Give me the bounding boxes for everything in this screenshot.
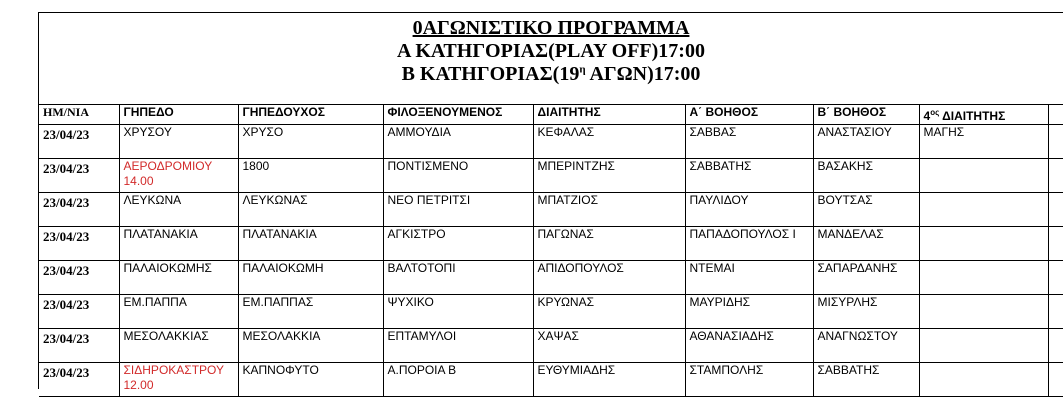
- header-category-b-sup: η: [579, 63, 586, 76]
- cell-extra: [1048, 363, 1063, 397]
- cell-date: [39, 159, 119, 193]
- cell-venue-text: ΣΙΔΗΡΟΚΑΣΤΡΟΥ: [123, 363, 224, 377]
- cell-extra: [1048, 329, 1063, 363]
- cell-fourth-text: ΜΑΓΗΣ: [923, 125, 965, 139]
- cell-assistant1-text: ΑΘΑΝΑΣΙΑΔΗΣ: [689, 329, 774, 343]
- cell-date-text: 23/04/23: [43, 195, 90, 210]
- cell-venue: [119, 159, 238, 193]
- cell-home-text: ΚΑΠΝΟΦΥΤΟ: [242, 363, 319, 377]
- cell-fourth: [919, 193, 1048, 227]
- cell-assistant1-text: ΠΑΥΛΙΔΟΥ: [689, 193, 749, 207]
- cell-venue: [119, 329, 238, 363]
- cell-home: [238, 363, 383, 397]
- col-header-away: ΦΙΛΟΞΕΝΟΥΜΕΝΟΣ: [383, 105, 533, 125]
- cell-assistant1-text: ΣΑΒΒΑΣ: [689, 125, 737, 139]
- cell-referee-text: ΕΥΘΥΜΙΑΔΗΣ: [537, 363, 616, 377]
- cell-assistant2: [813, 261, 919, 295]
- cell-venue-time: 12.00: [123, 378, 154, 392]
- cell-venue: [119, 261, 238, 295]
- cell-referee: [533, 329, 685, 363]
- cell-date-text: 23/04/23: [43, 365, 90, 380]
- cell-assistant2: [813, 363, 919, 397]
- cell-venue-text: ΛΕΥΚΩΝΑ: [123, 193, 182, 207]
- cell-referee-text: ΚΡΥΩΝΑΣ: [537, 295, 594, 309]
- cell-fourth: [919, 295, 1048, 329]
- cell-home-text: 1800: [242, 159, 270, 173]
- cell-home: [238, 261, 383, 295]
- col-header-date: ΗΜ/ΝΙΑ: [39, 105, 119, 125]
- cell-assistant1-text: ΜΑΥΡΙΔΗΣ: [689, 295, 751, 309]
- col-header-fourth: [919, 105, 1048, 125]
- cell-venue: [119, 227, 238, 261]
- cell-home-text: ΜΕΣΟΛΑΚΚΙΑ: [242, 329, 321, 343]
- col-header-referee: ΔΙΑΙΤΗΤΗΣ: [533, 105, 685, 125]
- cell-assistant1: [685, 295, 813, 329]
- cell-referee: [533, 227, 685, 261]
- cell-extra: [1048, 159, 1063, 193]
- cell-venue-text: ΧΡΥΣΟΥ: [123, 125, 172, 139]
- cell-assistant2-text: ΑΝΑΣΤΑΣΙΟΥ: [817, 125, 892, 139]
- cell-assistant1-text: ΣΤΑΜΠΟΛΗΣ: [689, 363, 764, 377]
- cell-assistant1: [685, 261, 813, 295]
- cell-home: [238, 125, 383, 159]
- document-header: [39, 13, 1063, 105]
- cell-fourth: [919, 363, 1048, 397]
- cell-date-text: 23/04/23: [43, 229, 90, 244]
- cell-assistant2-text: ΑΝΑΓΝΩΣΤΟΥ: [817, 329, 898, 343]
- schedule-document: [38, 12, 1063, 392]
- cell-away-text: ΝΕΟ ΠΕΤΡΙΤΣΙ: [387, 193, 471, 207]
- cell-fourth: [919, 329, 1048, 363]
- cell-venue-text: ΠΛΑΤΑΝΑΚΙΑ: [123, 227, 198, 241]
- cell-date-text: 23/04/23: [43, 263, 90, 278]
- cell-home-text: ΛΕΥΚΩΝΑΣ: [242, 193, 308, 207]
- cell-assistant1: [685, 193, 813, 227]
- cell-referee: [533, 295, 685, 329]
- cell-venue: [119, 363, 238, 397]
- cell-assistant1: [685, 159, 813, 193]
- cell-assistant2-text: ΒΟΥΤΣΑΣ: [817, 193, 873, 207]
- cell-venue-text: ΜΕΣΟΛΑΚΚΙΑΣ: [123, 329, 209, 343]
- table-row: [39, 227, 1063, 261]
- cell-extra: [1048, 295, 1063, 329]
- cell-extra: [1048, 227, 1063, 261]
- cell-away: [383, 363, 533, 397]
- cell-date: [39, 261, 119, 295]
- cell-home-text: ΠΑΛΑΙΟΚΩΜΗ: [242, 261, 324, 275]
- cell-assistant1-text: ΠΑΠΑΔΟΠΟΥΛΟΣ Ι: [689, 227, 796, 241]
- cell-away-text: ΑΓΚΙΣΤΡΟ: [387, 227, 446, 241]
- cell-home: [238, 193, 383, 227]
- cell-referee-text: ΜΠΕΡΙΝΤΖΗΣ: [537, 159, 615, 173]
- cell-referee-text: ΚΕΦΑΛΑΣ: [537, 125, 595, 139]
- cell-assistant1-text: ΣΑΒΒΑΤΗΣ: [689, 159, 752, 173]
- cell-home-text: ΠΛΑΤΑΝΑΚΙΑ: [242, 227, 317, 241]
- cell-referee: [533, 363, 685, 397]
- cell-date: [39, 125, 119, 159]
- cell-assistant2: [813, 227, 919, 261]
- cell-away-text: ΕΠΤΑΜΥΛΟΙ: [387, 329, 457, 343]
- col-header-fourth-post: ΔΙΑΙΤΗΤΗΣ: [939, 109, 1006, 123]
- col-header-fourth-pre: 4: [923, 109, 931, 123]
- cell-assistant2: [813, 193, 919, 227]
- col-header-home: ΓΗΠΕΔΟΥΧΟΣ: [238, 105, 383, 125]
- cell-away: [383, 159, 533, 193]
- cell-assistant1: [685, 227, 813, 261]
- cell-date-text: 23/04/23: [43, 127, 90, 142]
- table-header-row: [39, 105, 1063, 125]
- table-row: [39, 329, 1063, 363]
- cell-away: [383, 193, 533, 227]
- cell-away: [383, 261, 533, 295]
- cell-venue: [119, 193, 238, 227]
- cell-home: [238, 227, 383, 261]
- col-header-assistant2: Β΄ ΒΟΗΘΟΣ: [813, 105, 919, 125]
- table-row: [39, 363, 1063, 397]
- table-row: [39, 261, 1063, 295]
- cell-venue: [119, 295, 238, 329]
- header-category-a: Α ΚΑΤΗΓΟΡΙΑΣ(PLAY OFF)17:00: [397, 40, 705, 62]
- cell-assistant1: [685, 329, 813, 363]
- cell-venue-time: 14.00: [123, 174, 154, 188]
- cell-away-text: ΠΟΝΤΙΣΜΕΝΟ: [387, 159, 469, 173]
- cell-assistant1: [685, 363, 813, 397]
- cell-assistant2-text: ΜΑΝΔΕΛΑΣ: [817, 227, 884, 241]
- cell-venue-text: ΠΑΛΑΙΟΚΩΜΗΣ: [123, 261, 212, 275]
- cell-fourth: [919, 261, 1048, 295]
- cell-venue: [119, 125, 238, 159]
- cell-assistant2: [813, 159, 919, 193]
- cell-away-text: ΑΜΜΟΥΔΙΑ: [387, 125, 451, 139]
- cell-fourth: [919, 125, 1048, 159]
- cell-away-text: Α.ΠΟΡΟΙΑ Β: [387, 363, 457, 377]
- header-title: 0ΑΓΩΝΙΣΤΙΚΟ ΠΡΟΓΡΑΜΜΑ: [412, 17, 690, 39]
- cell-extra: [1048, 125, 1063, 159]
- cell-away-text: ΒΑΛΤΟΤΟΠΙ: [387, 261, 456, 275]
- cell-date: [39, 295, 119, 329]
- cell-date: [39, 363, 119, 397]
- cell-home: [238, 159, 383, 193]
- cell-referee: [533, 125, 685, 159]
- cell-home-text: ΧΡΥΣΟ: [242, 125, 284, 139]
- col-header-assistant1: Α΄ ΒΟΗΘΟΣ: [685, 105, 813, 125]
- cell-referee-text: ΠΑΓΩΝΑΣ: [537, 227, 594, 241]
- cell-assistant2: [813, 125, 919, 159]
- schedule-table: [39, 105, 1063, 397]
- cell-assistant1-text: ΝΤΕΜΑΙ: [689, 261, 735, 275]
- table-row: [39, 295, 1063, 329]
- cell-assistant1: [685, 125, 813, 159]
- cell-date: [39, 193, 119, 227]
- cell-assistant2-text: ΣΑΠΑΡΔΑΝΗΣ: [817, 261, 898, 275]
- cell-date-text: 23/04/23: [43, 331, 90, 346]
- cell-home-text: ΕΜ.ΠΑΠΠΑΣ: [242, 295, 314, 309]
- cell-assistant2-text: ΣΑΒΒΑΤΗΣ: [817, 363, 880, 377]
- header-category-b-post: ΑΓΩΝ)17:00: [585, 63, 701, 85]
- cell-away: [383, 295, 533, 329]
- cell-referee-text: ΑΠΙΔΟΠΟΥΛΟΣ: [537, 261, 624, 275]
- col-header-venue: ΓΗΠΕΔΟ: [119, 105, 238, 125]
- cell-referee: [533, 261, 685, 295]
- cell-date-text: 23/04/23: [43, 297, 90, 312]
- cell-assistant2-text: ΜΙΣΥΡΛΗΣ: [817, 295, 878, 309]
- cell-fourth: [919, 159, 1048, 193]
- cell-venue-text: ΕΜ.ΠΑΠΠΑ: [123, 295, 187, 309]
- cell-home: [238, 329, 383, 363]
- col-header-fourth-sup: ος: [930, 108, 940, 117]
- cell-home: [238, 295, 383, 329]
- table-row: [39, 159, 1063, 193]
- cell-venue-text: ΑΕΡΟΔΡΟΜΙΟΥ: [123, 159, 213, 173]
- cell-date: [39, 227, 119, 261]
- cell-assistant2: [813, 295, 919, 329]
- header-category-b: [39, 63, 1063, 86]
- cell-referee-text: ΜΠΑΤΖΙΟΣ: [537, 193, 599, 207]
- cell-referee: [533, 193, 685, 227]
- cell-assistant2-text: ΒΑΣΑΚΗΣ: [817, 159, 874, 173]
- cell-away: [383, 329, 533, 363]
- cell-away: [383, 227, 533, 261]
- cell-referee: [533, 159, 685, 193]
- cell-assistant2: [813, 329, 919, 363]
- cell-extra: [1048, 261, 1063, 295]
- table-row: [39, 125, 1063, 159]
- header-category-b-pre: Β ΚΑΤΗΓΟΡΙΑΣ(19: [401, 63, 580, 85]
- cell-away-text: ΨΥΧΙΚΟ: [387, 295, 434, 309]
- table-row: [39, 193, 1063, 227]
- col-header-extra: [1048, 105, 1063, 125]
- cell-fourth: [919, 227, 1048, 261]
- cell-referee-text: ΧΑΨΑΣ: [537, 329, 579, 343]
- cell-away: [383, 125, 533, 159]
- cell-date: [39, 329, 119, 363]
- cell-date-text: 23/04/23: [43, 161, 90, 176]
- cell-extra: [1048, 193, 1063, 227]
